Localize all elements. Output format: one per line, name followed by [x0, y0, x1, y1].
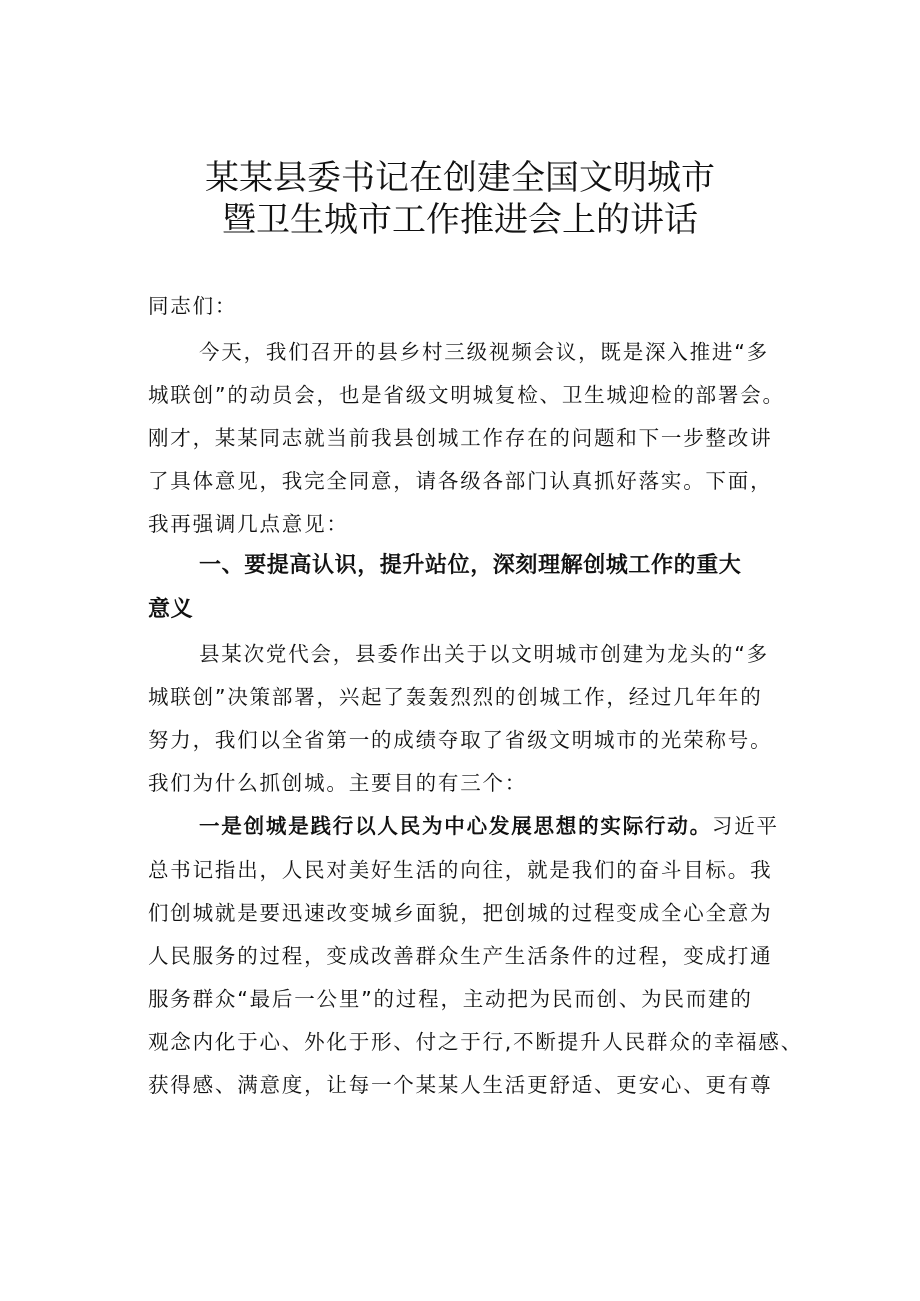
salutation: 同志们：	[148, 294, 238, 318]
paragraph-line: 县某次党代会，县委作出关于以文明城市创建为龙头的“多	[199, 642, 769, 666]
paragraph-line: 努力，我们以全省第一的成绩夺取了省级文明城市的光荣称号。	[148, 728, 773, 752]
intro-line: 刚才，某某同志就当前我县创城工作存在的问题和下一步整改讲	[148, 426, 773, 450]
intro-line: 了具体意见，我完全同意，请各级各部门认真抓好落实。下面，	[148, 469, 773, 493]
section-heading-cont: 意义	[148, 597, 194, 622]
intro-line: 我再强调几点意见：	[148, 512, 349, 536]
paragraph-line: 总书记指出，人民对美好生活的向往，就是我们的奋斗目标。我	[148, 858, 773, 882]
paragraph-line: 我们为什么抓创城。主要目的有三个：	[148, 771, 528, 795]
paragraph-line: 城联创”决策部署，兴起了轰轰烈烈的创城工作，经过几年年的	[148, 685, 763, 709]
paragraph-line: 们创城就是要迅速改变城乡面貌，把创城的过程变成全心全意为	[148, 901, 773, 925]
point-1-lead-rest: 习近平	[711, 814, 779, 838]
document-title-line-2: 暨卫生城市工作推进会上的讲话	[222, 200, 698, 240]
point-1-first-line	[199, 811, 859, 841]
paragraph-line: 观念内化于心、外化于形、付之于行,不断提升人民群众的幸福感、	[148, 1030, 804, 1054]
paragraph-line: 服务群众“最后一公里”的过程，主动把为民而创、为民而建的	[148, 987, 753, 1011]
section-heading: 一、要提高认识，提升站位，深刻理解创城工作的重大	[199, 553, 742, 578]
paragraph-line: 获得感、满意度，让每一个某某人生活更舒适、更安心、更有尊	[148, 1073, 773, 1097]
intro-line: 今天，我们召开的县乡村三级视频会议，既是深入推进“多	[199, 340, 769, 364]
paragraph-line: 人民服务的过程，变成改善群众生产生活条件的过程，变成打通	[148, 944, 773, 968]
point-1-lead: 一是创城是践行以人民为中心发展思想的实际行动。	[199, 814, 712, 838]
document-title-line-1: 某某县委书记在创建全国文明城市	[205, 158, 715, 198]
intro-line: 城联创”的动员会，也是省级文明城复检、卫生城迎检的部署会。	[148, 383, 785, 407]
